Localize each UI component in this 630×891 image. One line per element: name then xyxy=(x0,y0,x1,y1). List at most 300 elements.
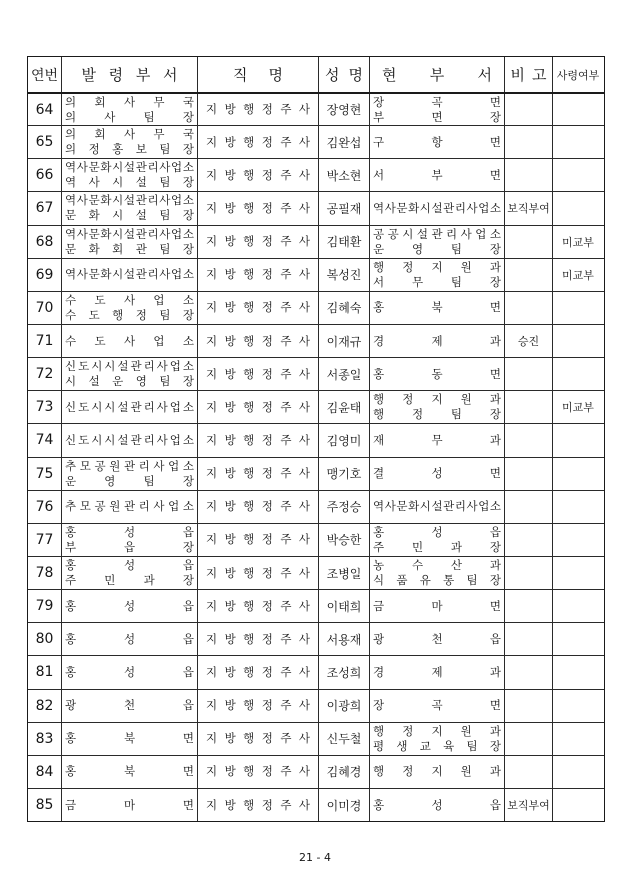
glyph: 정 xyxy=(261,664,273,679)
appointment-dept-line xyxy=(62,764,197,779)
current-dept-cell xyxy=(369,723,504,755)
glyph: 과 xyxy=(489,558,501,573)
row-number-cell xyxy=(28,424,61,456)
glyph: 면 xyxy=(431,109,443,124)
glyph: 홍 xyxy=(65,598,77,613)
glyph: 업 xyxy=(169,359,181,374)
current-dept-line xyxy=(370,558,504,573)
appointment-dept-line xyxy=(62,731,197,746)
glyph: 통 xyxy=(443,573,455,588)
glyph: 지 xyxy=(206,631,218,646)
glyph: 장 xyxy=(489,274,501,289)
appointment-dept-cell xyxy=(61,524,197,556)
glyph: 팀 xyxy=(159,175,171,190)
appointment-dept-line xyxy=(62,459,197,474)
person-name: 이재규 xyxy=(326,334,362,349)
glyph: 마 xyxy=(431,598,443,613)
appointment-dept-line xyxy=(62,208,197,223)
person-name-cell xyxy=(318,159,369,191)
glyph: 설 xyxy=(123,267,136,282)
glyph: 과 xyxy=(450,539,463,554)
glyph: 행 xyxy=(243,432,255,447)
glyph: 시 xyxy=(112,208,124,223)
issuance-status-cell xyxy=(552,756,603,788)
glyph: 관 xyxy=(443,200,455,215)
row-number: 85 xyxy=(35,797,54,814)
glyph: 행 xyxy=(243,532,255,547)
glyph: 홍 xyxy=(65,524,77,539)
glyph: 사 xyxy=(298,499,310,514)
remark-cell xyxy=(504,458,552,490)
glyph: 지 xyxy=(206,598,218,613)
glyph: 화 xyxy=(408,499,420,514)
glyph: 국 xyxy=(182,127,194,142)
remark-cell xyxy=(504,590,552,622)
glyph: 행 xyxy=(373,723,385,738)
glyph: 지 xyxy=(206,731,218,746)
glyph: 관 xyxy=(443,499,455,514)
appointment-dept-line xyxy=(62,175,197,190)
issuance-status-cell xyxy=(552,557,603,589)
glyph: 장 xyxy=(373,94,385,109)
table-row xyxy=(28,689,604,722)
glyph: 과 xyxy=(489,432,501,447)
glyph: 소 xyxy=(182,499,194,514)
glyph: 행 xyxy=(243,565,255,580)
position-title-cell xyxy=(197,424,318,456)
table-row xyxy=(28,291,604,324)
appointment-dept-line xyxy=(62,334,197,349)
remark-cell xyxy=(504,126,552,158)
current-dept-cell xyxy=(369,259,504,291)
glyph: 지 xyxy=(206,102,218,117)
glyph: 시 xyxy=(402,226,414,241)
table-row xyxy=(28,788,604,821)
row-number-cell xyxy=(28,159,61,191)
glyph: 장 xyxy=(182,374,194,389)
person-name: 김윤태 xyxy=(326,400,362,415)
glyph: 방 xyxy=(224,167,236,182)
person-name-cell xyxy=(318,325,369,357)
glyph: 행 xyxy=(373,259,385,274)
row-number: 76 xyxy=(35,498,54,515)
glyph: 정 xyxy=(261,300,273,315)
glyph: 도 xyxy=(94,333,106,348)
glyph: 신 xyxy=(65,399,77,414)
glyph: 행 xyxy=(243,102,255,117)
appointment-dept-line xyxy=(62,698,197,713)
glyph: 도 xyxy=(78,359,90,374)
glyph: 시 xyxy=(104,399,116,414)
glyph: 주 xyxy=(65,573,77,588)
glyph: 사 xyxy=(153,458,165,473)
table-row xyxy=(28,357,604,390)
glyph: 업 xyxy=(171,160,183,175)
glyph: 부 xyxy=(373,109,385,124)
glyph: 광 xyxy=(65,698,77,713)
position-title xyxy=(198,234,318,249)
glyph: 설 xyxy=(431,499,443,514)
remark-cell xyxy=(504,226,552,258)
glyph: 지 xyxy=(206,764,218,779)
glyph: 장 xyxy=(182,109,194,124)
header-dept xyxy=(82,64,178,85)
glyph: 사 xyxy=(298,432,310,447)
row-number: 81 xyxy=(35,664,54,681)
glyph: 홍 xyxy=(65,664,77,679)
glyph: 팀 xyxy=(159,307,171,322)
person-name-cell xyxy=(318,690,369,722)
person-name: 서종일 xyxy=(326,367,362,382)
glyph: 의 xyxy=(65,109,77,124)
row-number: 78 xyxy=(35,565,54,582)
glyph: 업 xyxy=(169,432,181,447)
glyph: 보 xyxy=(135,142,147,157)
appointment-dept-cell xyxy=(61,756,197,788)
position-title xyxy=(198,466,318,481)
glyph: 역 xyxy=(65,226,77,241)
glyph: 업 xyxy=(171,267,183,282)
position-title xyxy=(198,698,318,713)
glyph: 주 xyxy=(373,539,385,554)
position-title xyxy=(198,135,318,150)
glyph: 장 xyxy=(182,241,194,256)
appointment-dept-line xyxy=(62,267,197,282)
person-name: 김태환 xyxy=(326,235,362,250)
glyph: 신 xyxy=(65,359,77,374)
glyph: 팀 xyxy=(159,241,171,256)
glyph: 운 xyxy=(373,241,385,256)
glyph: 정 xyxy=(261,234,273,249)
glyph: 방 xyxy=(224,731,236,746)
glyph: 업 xyxy=(169,399,181,414)
glyph: 공 xyxy=(387,226,399,241)
current-dept-cell xyxy=(369,226,504,258)
row-number-cell xyxy=(28,94,61,125)
glyph: 홍 xyxy=(373,524,385,539)
appointment-dept-cell xyxy=(61,159,197,191)
glyph: 읍 xyxy=(489,524,501,539)
glyph: 정 xyxy=(261,631,273,646)
appointment-dept-line xyxy=(62,293,197,308)
current-dept-line xyxy=(370,168,504,183)
row-number: 84 xyxy=(35,763,54,780)
glyph: 령 xyxy=(108,66,124,84)
glyph: 정 xyxy=(261,366,273,381)
glyph: 소 xyxy=(182,359,194,374)
glyph: 면 xyxy=(182,764,194,779)
person-name-cell xyxy=(318,126,369,158)
glyph: 행 xyxy=(243,466,255,481)
appointment-dept-line xyxy=(62,433,197,448)
glyph: 시 xyxy=(91,432,103,447)
header-note xyxy=(511,64,547,85)
position-title xyxy=(198,334,318,349)
glyph: 성 xyxy=(123,598,136,613)
glyph: 수 xyxy=(65,307,77,322)
person-name-cell xyxy=(318,524,369,556)
glyph: 곡 xyxy=(431,94,443,109)
remark-cell xyxy=(504,656,552,688)
table-row xyxy=(28,423,604,456)
glyph: 원 xyxy=(460,723,472,738)
glyph: 사 xyxy=(298,731,310,746)
glyph: 민 xyxy=(104,573,116,588)
appointment-dept-cell xyxy=(61,94,197,125)
issuance-status-cell xyxy=(552,789,603,821)
glyph: 시 xyxy=(91,399,103,414)
glyph: 행 xyxy=(243,300,255,315)
row-number-cell xyxy=(28,259,61,291)
appointment-dept-line xyxy=(62,558,197,573)
appointment-dept-line xyxy=(62,95,197,110)
glyph: 소 xyxy=(182,267,194,282)
current-dept-line xyxy=(370,573,504,588)
glyph: 금 xyxy=(373,598,385,613)
glyph: 정 xyxy=(261,134,273,149)
glyph: 소 xyxy=(489,200,501,215)
glyph: 화 xyxy=(100,267,112,282)
glyph: 주 xyxy=(280,167,292,182)
glyph: 관 xyxy=(123,458,136,473)
position-title xyxy=(198,499,318,514)
row-number-cell xyxy=(28,226,61,258)
glyph: 방 xyxy=(224,565,236,580)
issuance-status-cell xyxy=(552,391,603,423)
row-number: 69 xyxy=(35,266,54,283)
glyph: 의 xyxy=(65,142,77,157)
appointment-dept-line xyxy=(62,665,197,680)
glyph: 경 xyxy=(373,664,385,679)
glyph: 시 xyxy=(419,499,431,514)
glyph: 북 xyxy=(123,731,136,746)
table-row xyxy=(28,589,604,622)
glyph: 서 xyxy=(477,66,492,84)
glyph: 지 xyxy=(206,466,218,481)
header-cell-title xyxy=(197,57,318,92)
glyph: 설 xyxy=(123,160,136,175)
person-name: 이미경 xyxy=(326,798,362,813)
glyph: 정 xyxy=(261,432,273,447)
person-name: 서용재 xyxy=(326,632,362,647)
current-dept-line xyxy=(370,275,504,290)
glyph: 역 xyxy=(65,193,77,208)
row-number: 65 xyxy=(35,134,54,151)
row-number-cell xyxy=(28,756,61,788)
glyph: 면 xyxy=(489,598,501,613)
row-number-cell xyxy=(28,723,61,755)
position-title-cell xyxy=(197,789,318,821)
glyph: 팀 xyxy=(159,374,171,389)
glyph: 사 xyxy=(298,631,310,646)
glyph: 현 xyxy=(382,66,397,84)
current-dept-cell xyxy=(369,94,504,125)
position-title xyxy=(198,532,318,547)
glyph: 리 xyxy=(138,458,150,473)
glyph: 주 xyxy=(280,466,292,481)
glyph: 평 xyxy=(373,738,385,753)
glyph: 문 xyxy=(65,241,77,256)
remark: 보직부여 xyxy=(507,799,550,813)
position-title-cell xyxy=(197,94,318,125)
glyph: 지 xyxy=(431,392,443,407)
glyph: 원 xyxy=(109,458,121,473)
issuance-status-cell xyxy=(552,690,603,722)
glyph: 행 xyxy=(243,764,255,779)
glyph: 방 xyxy=(224,532,236,547)
glyph: 금 xyxy=(65,797,77,812)
header-current xyxy=(382,64,492,85)
table-row xyxy=(28,258,604,291)
remark: 승진 xyxy=(517,335,540,349)
glyph: 주 xyxy=(280,366,292,381)
glyph: 품 xyxy=(396,573,408,588)
glyph: 성 xyxy=(431,466,443,481)
current-dept-cell xyxy=(369,557,504,589)
glyph: 사 xyxy=(384,200,396,215)
appointment-dept-cell xyxy=(61,590,197,622)
glyph: 행 xyxy=(243,797,255,812)
remark-cell xyxy=(504,192,552,224)
issuance-status-cell xyxy=(552,226,603,258)
glyph: 운 xyxy=(65,473,77,488)
remark-cell xyxy=(504,756,552,788)
person-name: 복성진 xyxy=(326,268,362,283)
glyph: 문 xyxy=(88,267,100,282)
glyph: 사 xyxy=(466,200,478,215)
glyph: 사 xyxy=(298,134,310,149)
row-number: 80 xyxy=(35,631,54,648)
glyph: 시 xyxy=(112,226,124,241)
glyph: 원 xyxy=(460,764,472,779)
glyph: 정 xyxy=(261,333,273,348)
glyph: 주 xyxy=(280,764,292,779)
glyph: 행 xyxy=(243,333,255,348)
row-number-cell xyxy=(28,690,61,722)
glyph: 방 xyxy=(224,102,236,117)
glyph: 리 xyxy=(147,193,159,208)
row-number-cell xyxy=(28,789,61,821)
table-row xyxy=(28,622,604,655)
glyph: 정 xyxy=(402,392,414,407)
glyph: 사 xyxy=(123,292,136,307)
glyph: 장 xyxy=(489,539,501,554)
glyph: 문 xyxy=(88,193,100,208)
glyph: 사 xyxy=(88,175,100,190)
glyph: 소 xyxy=(489,226,501,241)
appointment-dept-cell xyxy=(61,192,197,224)
glyph: 무 xyxy=(411,274,424,289)
appointment-dept-cell xyxy=(61,623,197,655)
current-dept-cell xyxy=(369,159,504,191)
glyph: 리 xyxy=(143,432,155,447)
glyph: 농 xyxy=(373,558,385,573)
remark-cell xyxy=(504,292,552,324)
glyph: 주 xyxy=(280,300,292,315)
current-dept-line xyxy=(370,540,504,555)
glyph: 행 xyxy=(112,307,124,322)
glyph: 읍 xyxy=(182,598,194,613)
person-name: 장영현 xyxy=(326,103,362,118)
glyph: 정 xyxy=(261,200,273,215)
row-number: 83 xyxy=(35,730,54,747)
current-dept-line xyxy=(370,798,504,813)
person-name: 이태희 xyxy=(326,599,362,614)
glyph: 주 xyxy=(280,102,292,117)
glyph: 추 xyxy=(65,458,77,473)
glyph: 행 xyxy=(243,631,255,646)
glyph: 행 xyxy=(373,407,385,422)
header-no: 연번 xyxy=(30,67,59,84)
position-title-cell xyxy=(197,590,318,622)
appointment-dept-line xyxy=(62,160,197,175)
glyph: 지 xyxy=(431,259,443,274)
current-dept-cell xyxy=(369,524,504,556)
glyph: 성 xyxy=(123,558,136,573)
glyph: 리 xyxy=(147,160,159,175)
glyph: 영 xyxy=(104,473,116,488)
person-name: 맹기호 xyxy=(326,467,362,482)
glyph: 행 xyxy=(373,392,385,407)
current-dept-cell xyxy=(369,192,504,224)
table-row xyxy=(28,655,604,688)
row-number: 70 xyxy=(35,299,54,316)
issuance-status: 미교부 xyxy=(562,268,594,282)
glyph: 사 xyxy=(298,167,310,182)
glyph: 정 xyxy=(261,731,273,746)
appointment-dept-line xyxy=(62,632,197,647)
glyph: 업 xyxy=(478,200,490,215)
glyph: 주 xyxy=(280,664,292,679)
glyph: 업 xyxy=(168,458,180,473)
appointment-dept-cell xyxy=(61,690,197,722)
glyph: 설 xyxy=(123,226,136,241)
glyph: 방 xyxy=(224,432,236,447)
glyph: 무 xyxy=(153,94,165,109)
issuance-status-cell xyxy=(552,524,603,556)
glyph: 정 xyxy=(135,307,147,322)
position-title-cell xyxy=(197,226,318,258)
person-name-cell xyxy=(318,789,369,821)
glyph: 장 xyxy=(489,573,501,588)
glyph: 정 xyxy=(402,723,414,738)
glyph: 사 xyxy=(76,193,88,208)
glyph: 업 xyxy=(168,499,180,514)
glyph: 사 xyxy=(159,267,171,282)
current-dept-cell xyxy=(369,126,504,158)
glyph: 주 xyxy=(280,333,292,348)
glyph: 주 xyxy=(280,134,292,149)
glyph: 정 xyxy=(261,797,273,812)
glyph: 주 xyxy=(280,499,292,514)
glyph: 문 xyxy=(396,499,408,514)
current-dept-line xyxy=(370,367,504,382)
glyph: 경 xyxy=(373,333,385,348)
current-dept-cell xyxy=(369,491,504,523)
row-number: 68 xyxy=(35,233,54,250)
remark-cell xyxy=(504,358,552,390)
row-number: 73 xyxy=(35,399,54,416)
glyph: 장 xyxy=(182,208,194,223)
position-title xyxy=(198,300,318,315)
glyph: 주 xyxy=(280,565,292,580)
glyph: 원 xyxy=(109,499,121,514)
row-number-cell xyxy=(28,656,61,688)
appointment-dept-line xyxy=(62,599,197,614)
current-dept-line xyxy=(370,110,504,125)
glyph: 홍 xyxy=(373,366,385,381)
glyph: 주 xyxy=(280,698,292,713)
